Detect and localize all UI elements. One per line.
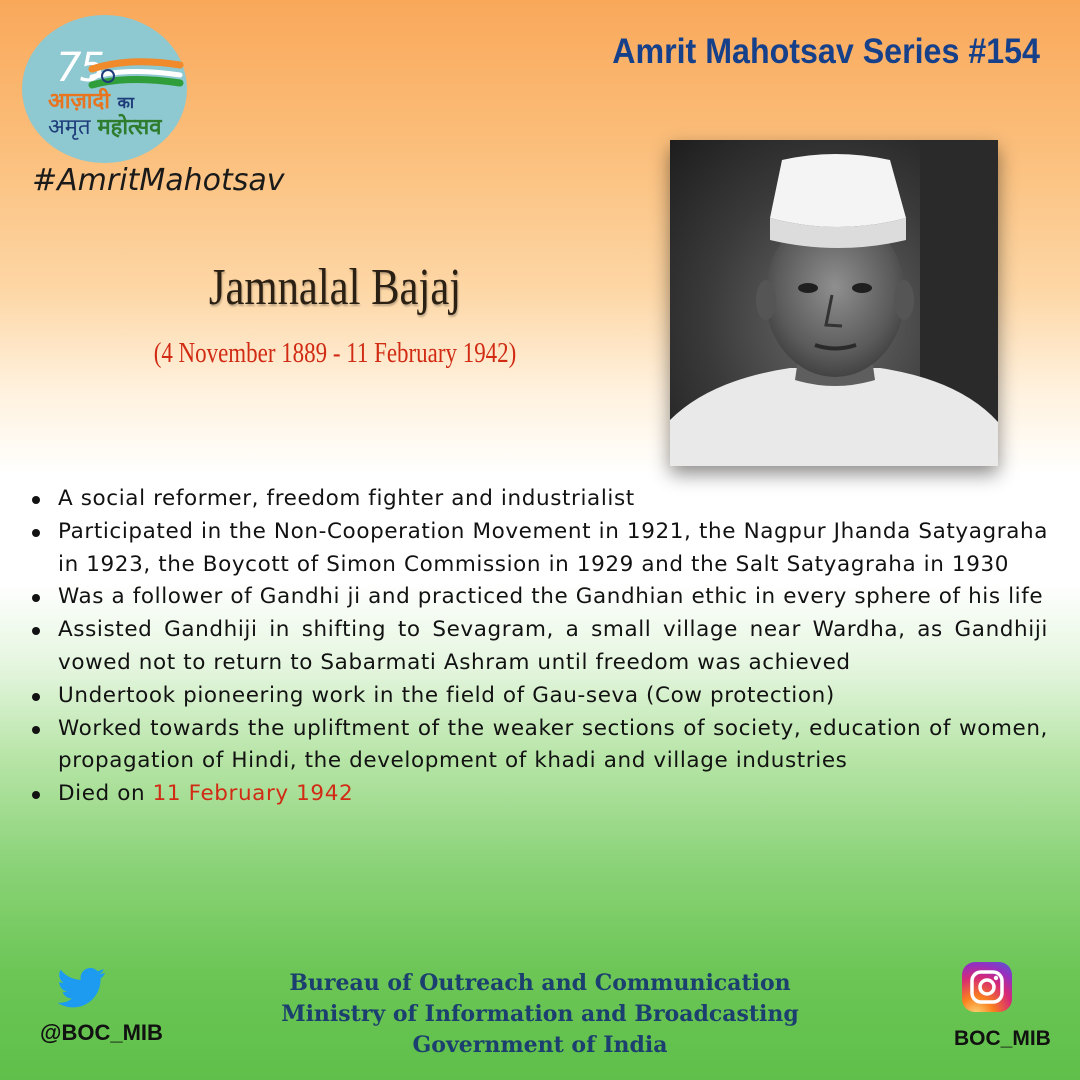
instagram-glyph: [962, 962, 1012, 1012]
footer-credits: [240, 968, 840, 1061]
series-title: Amrit Mahotsav Series #154: [612, 32, 1040, 71]
list-item: Assisted Gandhiji in shifting to Sevagram, a small village near Wardha, as Gandhiji vowed not to return to Sabarmati Ashram until freedom was achieved: [30, 614, 1048, 680]
person-dates: (4 November 1889 - 11 February 1942): [153, 338, 517, 369]
logo-number: 75: [56, 45, 103, 91]
twitter-bird-icon[interactable]: [58, 968, 106, 1008]
person-name: Jamnalal Bajaj: [208, 259, 462, 316]
footer-bureau: Bureau of Outreach and Communication: [289, 970, 791, 996]
death-date: 11 February 1942: [152, 781, 354, 807]
list-item: Participated in the Non-Cooperation Movement in 1921, the Nagpur Jhanda Satyagraha in 1923, the Boycott of Simon Commission in 1929 and the Salt Satyagraha in 1930: [30, 516, 1048, 582]
list-item: Was a follower of Gandhi ji and practiced the Gandhian ethic in every sphere of his life: [30, 581, 1048, 614]
hashtag: #AmritMahotsav: [32, 163, 285, 198]
twitter-handle[interactable]: @BOC_MIB: [40, 1020, 163, 1045]
logo-word-amrit: अमृत: [48, 115, 91, 140]
instagram-icon[interactable]: [962, 962, 1012, 1012]
logo-word-mahotsav: महोत्सव: [97, 115, 162, 140]
facts-list: [30, 483, 1048, 811]
portrait-illustration: [670, 140, 998, 466]
logo-text-line2: [48, 111, 161, 141]
footer-government: Government of India: [412, 1032, 668, 1058]
footer-ministry: Ministry of Information and Broadcasting: [281, 1001, 799, 1027]
list-item-death: [30, 778, 1048, 811]
portrait-photo: [670, 140, 998, 466]
list-item: Worked towards the upliftment of the weaker sections of society, education of women, propagation of Hindi, the development of khadi and village industries: [30, 713, 1048, 779]
logo-word-ka: का: [117, 93, 134, 112]
list-item: A social reformer, freedom fighter and industrialist: [30, 483, 1048, 516]
list-item: Undertook pioneering work in the field of Gau-seva (Cow protection): [30, 680, 1048, 713]
death-prefix: Died on: [58, 781, 146, 807]
logo-word-azadi: आज़ादी: [48, 89, 110, 114]
azadi-ka-amrit-mahotsav-logo: [22, 15, 187, 163]
instagram-handle[interactable]: BOC_MIB: [954, 1027, 1051, 1050]
